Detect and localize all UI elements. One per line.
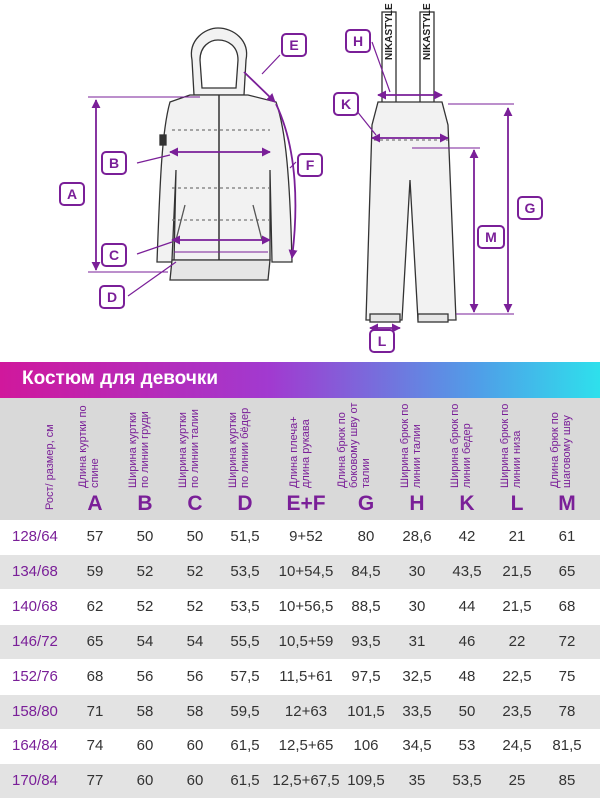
value-cell: 35	[408, 772, 426, 790]
table-row	[0, 695, 600, 729]
label-e	[282, 34, 306, 56]
value-cell: 22,5	[502, 667, 532, 685]
value-cell: 72	[558, 632, 576, 650]
value-cell: 56	[136, 667, 154, 685]
value-cell: 84,5	[351, 562, 381, 580]
label-g	[518, 197, 542, 219]
value-cell: 60	[136, 772, 154, 790]
value-cell: 65	[86, 632, 104, 650]
size-cell: 164/84	[12, 737, 58, 755]
column-desc: Длина брюк по шаговому шву	[549, 412, 573, 488]
column-desc: Ширина куртки по линии талии	[177, 409, 201, 488]
column-header-h	[392, 398, 442, 520]
value-cell: 21,5	[502, 597, 532, 615]
label-b	[102, 152, 126, 174]
value-cell: 78	[558, 702, 576, 720]
value-cell: 61,5	[230, 772, 260, 790]
column-header-e-f	[272, 398, 340, 520]
value-cell: 59	[86, 562, 104, 580]
column-letter: G	[357, 492, 375, 515]
value-cell: 81,5	[552, 737, 582, 755]
value-cell: 21,5	[502, 562, 532, 580]
size-cell: 128/64	[12, 528, 58, 545]
value-cell: 12,5+67,5	[272, 772, 340, 790]
column-header-b	[120, 398, 170, 520]
value-cell: 109,5	[347, 772, 385, 790]
value-cell: 53	[458, 737, 476, 755]
value-cell: 42	[458, 528, 476, 545]
value-cell: 88,5	[351, 597, 381, 615]
value-cell: 28,6	[402, 528, 432, 545]
value-cell: 31	[408, 632, 426, 650]
column-desc: Ширина брюк по линии бедер	[449, 403, 473, 488]
value-cell: 57,5	[230, 667, 260, 685]
column-letter: E+F	[286, 492, 326, 515]
column-desc: Длина куртки по спине	[77, 405, 101, 488]
label-a	[60, 183, 84, 205]
value-cell: 25	[508, 772, 526, 790]
column-header-l	[492, 398, 542, 520]
value-cell: 33,5	[402, 702, 432, 720]
label-c-text: C	[108, 247, 120, 263]
column-desc: Длина брюк по боковому шву от талии	[336, 402, 372, 488]
value-cell: 48	[458, 667, 476, 685]
table-row	[0, 625, 600, 659]
column-desc: Длина плеча+ длина рукава	[288, 416, 312, 488]
label-d-text: D	[106, 289, 118, 305]
label-f	[298, 154, 322, 176]
value-cell: 58	[186, 702, 204, 720]
table-row	[0, 660, 600, 694]
value-cell: 60	[186, 737, 204, 755]
value-cell: 52	[136, 597, 154, 615]
value-cell: 62	[86, 597, 104, 615]
value-cell: 51,5	[230, 528, 260, 545]
value-cell: 11,5+61	[279, 667, 333, 685]
value-cell: 53,5	[230, 562, 260, 580]
value-cell: 52	[136, 562, 154, 580]
size-cell: 170/84	[12, 772, 58, 790]
label-b-text: B	[108, 155, 120, 171]
value-cell: 24,5	[502, 737, 532, 755]
value-cell: 61,5	[230, 737, 260, 755]
column-desc: Ширина куртки по линии груди	[127, 411, 151, 488]
label-e-text: E	[289, 37, 299, 53]
label-m	[478, 226, 504, 248]
column-letter: C	[187, 492, 203, 515]
value-cell: 30	[408, 597, 426, 615]
table-row	[0, 729, 600, 763]
value-cell: 30	[408, 562, 426, 580]
value-cell: 65	[558, 562, 576, 580]
value-cell: 53,5	[230, 597, 260, 615]
value-cell: 43,5	[452, 562, 482, 580]
label-h-text: H	[352, 33, 364, 49]
label-h	[346, 30, 370, 52]
column-header-d	[220, 398, 270, 520]
label-m-text: M	[485, 229, 497, 245]
label-l	[370, 330, 394, 352]
column-header-c	[170, 398, 220, 520]
value-cell: 59,5	[230, 702, 260, 720]
column-letter: H	[409, 492, 425, 515]
value-cell: 77	[86, 772, 104, 790]
jacket-drawing	[157, 28, 292, 280]
column-letter: M	[558, 492, 576, 515]
table-row	[0, 764, 600, 798]
value-cell: 23,5	[502, 702, 532, 720]
value-cell: 52	[186, 562, 204, 580]
value-cell: 71	[86, 702, 104, 720]
value-cell: 106	[353, 737, 379, 755]
value-cell: 32,5	[402, 667, 432, 685]
table-row	[0, 590, 600, 624]
pants-drawing	[366, 3, 456, 322]
label-k	[334, 93, 358, 115]
size-cell: 146/72	[12, 632, 58, 650]
table-header	[0, 398, 600, 520]
value-cell: 101,5	[347, 702, 385, 720]
value-cell: 10+56,5	[278, 597, 334, 615]
column-desc: Ширина куртки по линии бёдер	[227, 407, 251, 488]
column-header-a	[70, 398, 120, 520]
value-cell: 10+54,5	[278, 562, 334, 580]
value-cell: 50	[136, 528, 154, 545]
value-cell: 97,5	[351, 667, 381, 685]
value-cell: 54	[186, 632, 204, 650]
size-diagram	[0, 0, 600, 362]
value-cell: 75	[558, 667, 576, 685]
brand-text-right: NIKASTYLE	[422, 3, 433, 60]
size-table	[0, 398, 600, 800]
size-cell: 158/80	[12, 702, 58, 720]
label-l-text: L	[377, 333, 387, 349]
value-cell: 80	[357, 528, 375, 545]
value-cell: 9+52	[289, 528, 323, 545]
value-cell: 10,5+59	[278, 632, 334, 650]
value-cell: 56	[186, 667, 204, 685]
page-title: Костюм для девочки	[22, 368, 219, 389]
value-cell: 57	[86, 528, 104, 545]
label-k-text: K	[340, 96, 352, 112]
size-header-text: Рост/ размер, см	[44, 424, 56, 510]
title-banner	[0, 362, 600, 398]
size-column-header	[8, 398, 68, 520]
column-header-g	[336, 398, 392, 520]
label-f-text: F	[305, 157, 315, 173]
column-letter: L	[510, 492, 524, 515]
label-d	[100, 286, 124, 308]
value-cell: 60	[186, 772, 204, 790]
table-row	[0, 520, 600, 554]
value-cell: 60	[136, 737, 154, 755]
value-cell: 50	[186, 528, 204, 545]
value-cell: 46	[458, 632, 476, 650]
value-cell: 44	[458, 597, 476, 615]
value-cell: 34,5	[402, 737, 432, 755]
label-g-text: G	[524, 200, 536, 216]
value-cell: 93,5	[351, 632, 381, 650]
value-cell: 52	[186, 597, 204, 615]
label-a-text: A	[66, 186, 78, 202]
value-cell: 22	[508, 632, 526, 650]
value-cell: 61	[558, 528, 576, 545]
column-letter: A	[87, 492, 103, 515]
value-cell: 12,5+65	[278, 737, 334, 755]
value-cell: 68	[558, 597, 576, 615]
size-cell: 134/68	[12, 562, 58, 580]
value-cell: 21	[508, 528, 526, 545]
value-cell: 55,5	[230, 632, 260, 650]
value-cell: 54	[136, 632, 154, 650]
value-cell: 50	[458, 702, 476, 720]
label-c	[102, 244, 126, 266]
value-cell: 85	[558, 772, 576, 790]
table-row	[0, 555, 600, 589]
brand-text-left: NIKASTYLE	[384, 3, 395, 60]
value-cell: 68	[86, 667, 104, 685]
column-letter: K	[459, 492, 475, 515]
column-letter: B	[137, 492, 153, 515]
column-header-m	[542, 398, 592, 520]
value-cell: 58	[136, 702, 154, 720]
size-cell: 152/76	[12, 667, 58, 685]
column-desc: Ширина брюк по линии талии	[399, 403, 423, 488]
column-desc: Ширина брюк по линии низа	[499, 403, 523, 488]
column-letter: D	[237, 492, 253, 515]
value-cell: 53,5	[452, 772, 482, 790]
value-cell: 12+63	[284, 702, 328, 720]
column-header-k	[442, 398, 492, 520]
size-cell: 140/68	[12, 597, 58, 615]
value-cell: 74	[86, 737, 104, 755]
